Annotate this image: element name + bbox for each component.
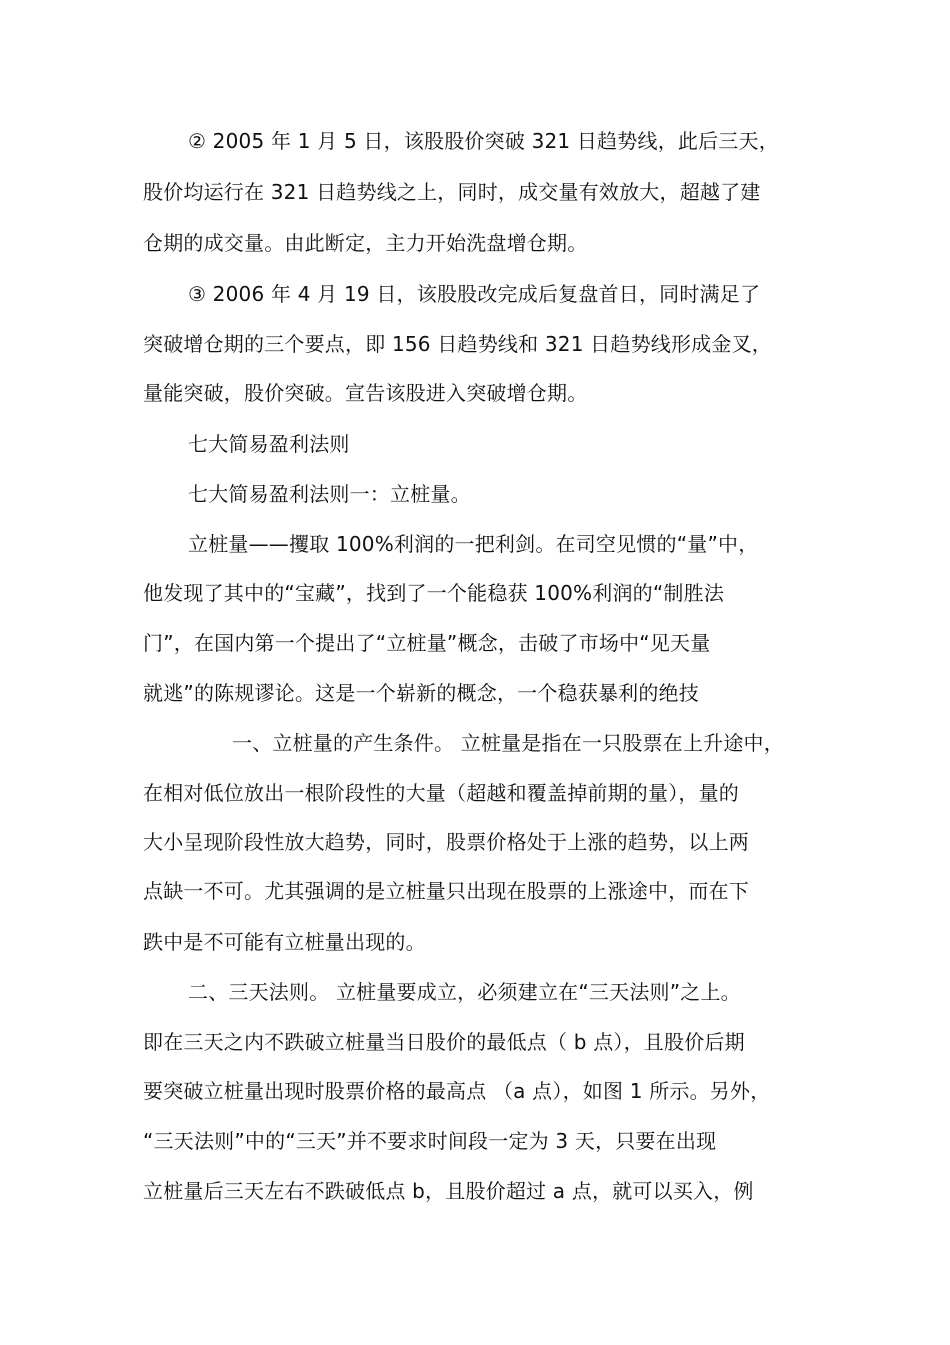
text-line: 立桩量后三天左右不跌破低点 b，且股价超过 a 点，就可以买入，例 xyxy=(143,1179,754,1203)
text-line: 他发现了其中的“宝藏”，找到了一个能稳获 100%利润的“制胜法 xyxy=(143,581,725,605)
text-line: ③ 2006 年 4 月 19 日，该股股改完成后复盘首日，同时满足了 xyxy=(188,282,761,306)
subsection-heading: 七大简易盈利法则一：立桩量。 xyxy=(188,482,471,506)
text-line: 跌中是不可能有立桩量出现的。 xyxy=(143,930,426,954)
section-heading: 七大简易盈利法则 xyxy=(188,432,350,456)
text-line: 立桩量——攫取 100%利润的一把利剑。在司空见惯的“量”中， xyxy=(188,532,759,556)
text-line: 突破增仓期的三个要点，即 156 日趋势线和 321 日趋势线形成金叉， xyxy=(143,332,772,356)
text-line: 即在三天之内不跌破立桩量当日股价的最低点（ b 点），且股价后期 xyxy=(143,1030,745,1054)
text-line: 二、三天法则。 立桩量要成立，必须建立在“三天法则”之上。 xyxy=(188,980,741,1004)
text-line: 仓期的成交量。由此断定，主力开始洗盘增仓期。 xyxy=(143,231,588,255)
text-line: 股价均运行在 321 日趋势线之上，同时，成交量有效放大，超越了建 xyxy=(143,180,761,204)
text-line: “三天法则”中的“三天”并不要求时间段一定为 3 天，只要在出现 xyxy=(143,1129,717,1153)
text-line: 一、立桩量的产生条件。 立桩量是指在一只股票在上升途中， xyxy=(232,731,784,755)
text-line: 门”，在国内第一个提出了“立桩量”概念，击破了市场中“见天量 xyxy=(143,631,711,655)
text-line: 要突破立桩量出现时股票价格的最高点 （a 点），如图 1 所示。另外， xyxy=(143,1079,771,1103)
text-line: 点缺一不可。尤其强调的是立桩量只出现在股票的上涨途中，而在下 xyxy=(143,879,749,903)
text-line: 大小呈现阶段性放大趋势，同时，股票价格处于上涨的趋势，以上两 xyxy=(143,830,749,854)
text-line: 量能突破，股价突破。宣告该股进入突破增仓期。 xyxy=(143,381,588,405)
text-line: 在相对低位放出一根阶段性的大量（超越和覆盖掉前期的量），量的 xyxy=(143,781,739,805)
text-line: 就逃”的陈规谬论。这是一个崭新的概念，一个稳获暴利的绝技 xyxy=(143,681,699,705)
text-line: ② 2005 年 1 月 5 日，该股股价突破 321 日趋势线，此后三天， xyxy=(188,129,779,153)
